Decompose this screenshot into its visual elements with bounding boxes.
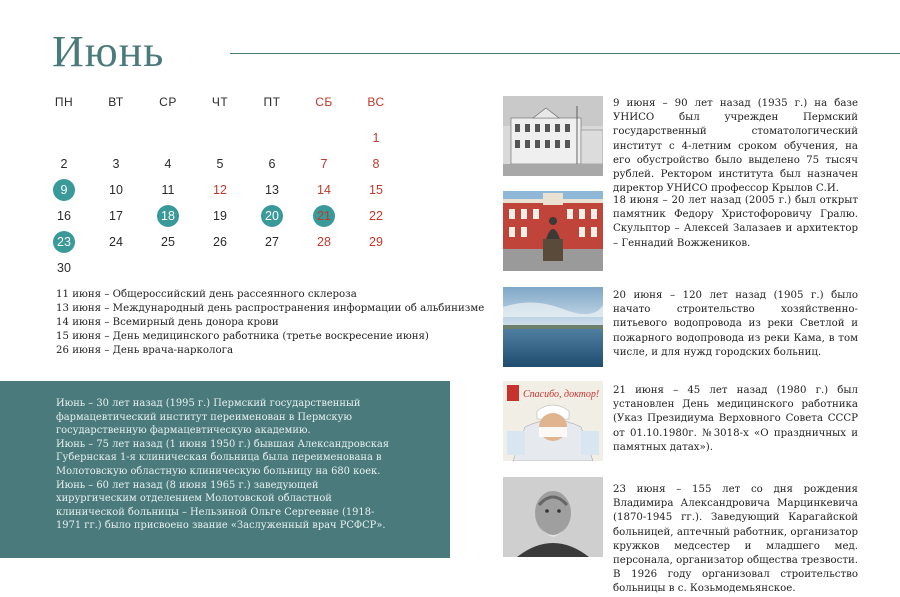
calendar-day xyxy=(198,229,242,255)
day-number: 25 xyxy=(161,235,175,249)
history-text xyxy=(56,397,396,533)
day-number: 4 xyxy=(164,157,172,171)
weekday-label: ЧТ xyxy=(211,95,229,109)
calendar-day xyxy=(146,203,190,229)
day-number: 21 xyxy=(313,205,335,227)
day-number: 30 xyxy=(57,261,71,275)
historic-building-photo xyxy=(503,96,603,176)
calendar-day xyxy=(42,203,86,229)
calendar-day xyxy=(302,229,346,255)
week-row xyxy=(42,229,402,255)
weekday-label: ВС xyxy=(367,95,385,109)
day-number: 15 xyxy=(369,183,383,197)
day-number: 22 xyxy=(369,209,383,223)
day-number: 13 xyxy=(265,183,279,197)
entry-text: 23 июня – 155 лет со дня рождения Владимира Александровича Марцинкевича (1870-1945 гг.). Заведующий Карагайской больницей, аптечный работник, организатор кружков медсестер и младшего мед. персонала, организатор общества трезвости. В 1926 году организовал строительство больницы в с. Козьмодемьянское. xyxy=(613,484,859,595)
month-title: Июнь xyxy=(52,27,165,76)
calendar-day xyxy=(42,151,86,177)
day-number: 19 xyxy=(213,209,227,223)
calendar-day xyxy=(302,203,346,229)
day-number: 12 xyxy=(213,183,227,197)
event-item: 26 июня – День врача-нарколога xyxy=(56,345,234,356)
calendar-day xyxy=(198,151,242,177)
calendar-day xyxy=(250,151,294,177)
weekday-label: ВТ xyxy=(108,95,124,109)
portrait-photo xyxy=(503,477,603,557)
calendar-day xyxy=(42,229,86,255)
day-number: 23 xyxy=(53,231,75,253)
event-item: 14 июня – Всемирный день донора крови xyxy=(56,317,279,328)
calendar-day xyxy=(354,125,398,151)
events-list xyxy=(56,288,484,358)
calendar-day xyxy=(146,177,190,203)
calendar-day xyxy=(42,255,86,281)
day-number: 16 xyxy=(57,209,71,223)
entry-text: 9 июня – 90 лет назад (1935 г.) на базе УНИСО был учрежден Пермский государственный стоматологический институт с 4-летним сроком обучения, на его обустройство было выделено 75 тысяч рублей. Ректором института был назначен директор УНИСО профессор Крылов С.И. xyxy=(613,98,858,195)
monument-photo xyxy=(503,191,603,271)
day-number: 24 xyxy=(109,235,123,249)
day-number: 18 xyxy=(157,205,179,227)
weekday-header xyxy=(42,89,402,115)
calendar-day xyxy=(250,203,294,229)
day-number: 17 xyxy=(109,209,123,223)
calendar-day xyxy=(146,229,190,255)
day-number: 7 xyxy=(320,157,328,171)
week-row xyxy=(42,255,402,281)
weekday-label: СР xyxy=(159,95,177,109)
day-number: 26 xyxy=(213,235,227,249)
calendar-day xyxy=(250,177,294,203)
day-number: 3 xyxy=(112,157,120,171)
week-row xyxy=(42,125,402,151)
week-row xyxy=(42,203,402,229)
poster-photo xyxy=(503,381,603,461)
calendar-day xyxy=(42,177,86,203)
title-rule xyxy=(230,53,900,54)
weekday-label: СБ xyxy=(315,95,333,109)
day-number: 6 xyxy=(268,157,276,171)
calendar-day xyxy=(354,177,398,203)
day-number: 2 xyxy=(60,157,68,171)
day-number: 20 xyxy=(261,205,283,227)
event-item: 13 июня – Международный день распространения информации об альбинизме xyxy=(56,303,485,314)
calendar-day xyxy=(94,229,138,255)
calendar-day xyxy=(94,151,138,177)
calendar-day xyxy=(146,151,190,177)
day-number: 28 xyxy=(317,235,331,249)
calendar-day xyxy=(198,203,242,229)
day-number: 9 xyxy=(53,179,75,201)
day-number: 14 xyxy=(317,183,331,197)
history-paragraph: Июнь – 30 лет назад (1995 г.) Пермский государственный фармацевтический институт переименован в Пермскую государственную фармацевтическую академию. xyxy=(56,398,361,437)
day-number: 29 xyxy=(369,235,383,249)
weekday-label: ПТ xyxy=(263,95,281,109)
weekday-label: ПН xyxy=(54,95,74,109)
calendar-day xyxy=(94,177,138,203)
river-photo xyxy=(503,287,603,367)
day-number: 8 xyxy=(372,157,380,171)
calendar-day xyxy=(302,151,346,177)
week-row xyxy=(42,177,402,203)
event-item: 15 июня – День медицинского работника (третье воскресение июня) xyxy=(56,331,429,342)
calendar-day xyxy=(354,151,398,177)
history-paragraph: Июнь – 75 лет назад (1 июня 1950 г.) бывшая Александровская Губернская 1-я клиническая больница была переименована в Молотовскую областную клиническую больницу на 680 коек. xyxy=(56,438,390,477)
calendar-day xyxy=(354,229,398,255)
day-number: 1 xyxy=(372,131,380,145)
calendar-day xyxy=(302,177,346,203)
calendar-day xyxy=(198,177,242,203)
history-paragraph: Июнь – 60 лет назад (8 июня 1965 г.) заведующей хирургическим отделением Молотовской областной клинической больницы – Нельзиной Ольге Сергеевне (1918-1971 гг.) было присвоено звание «Заслуженный врач РСФСР». xyxy=(56,479,386,532)
day-number: 5 xyxy=(216,157,224,171)
day-number: 27 xyxy=(265,235,279,249)
day-number: 10 xyxy=(109,183,123,197)
calendar-day xyxy=(354,203,398,229)
entry-text: 18 июня – 20 лет назад (2005 г.) был открыт памятник Федору Христофоровичу Гралю. Скульптор – Алексей Залазаев и архитектор – Геннадий Вожжеников. xyxy=(613,195,858,249)
entry-text: 20 июня – 120 лет назад (1905 г.) было начато строительство хозяйственно-питьевого водопровода из реки Светлой и пожарного водопровода из реки Кама, в том числе, и для нужд городских больниц. xyxy=(613,290,858,358)
calendar-day xyxy=(250,229,294,255)
poster-caption: Спасибо, доктор! xyxy=(523,389,600,400)
event-item: 11 июня – Общероссийский день рассеянного склероза xyxy=(56,289,357,300)
calendar-grid xyxy=(42,89,402,281)
week-row xyxy=(42,151,402,177)
day-number: 11 xyxy=(161,183,175,197)
entry-text: 21 июня – 45 лет назад (1980 г.) был установлен День медицинского работника (Указ Президиума Верховного Совета СССР от 01.10.1980г. №3018-х «О праздничных и памятных датах»). xyxy=(613,385,858,453)
calendar-day xyxy=(94,203,138,229)
